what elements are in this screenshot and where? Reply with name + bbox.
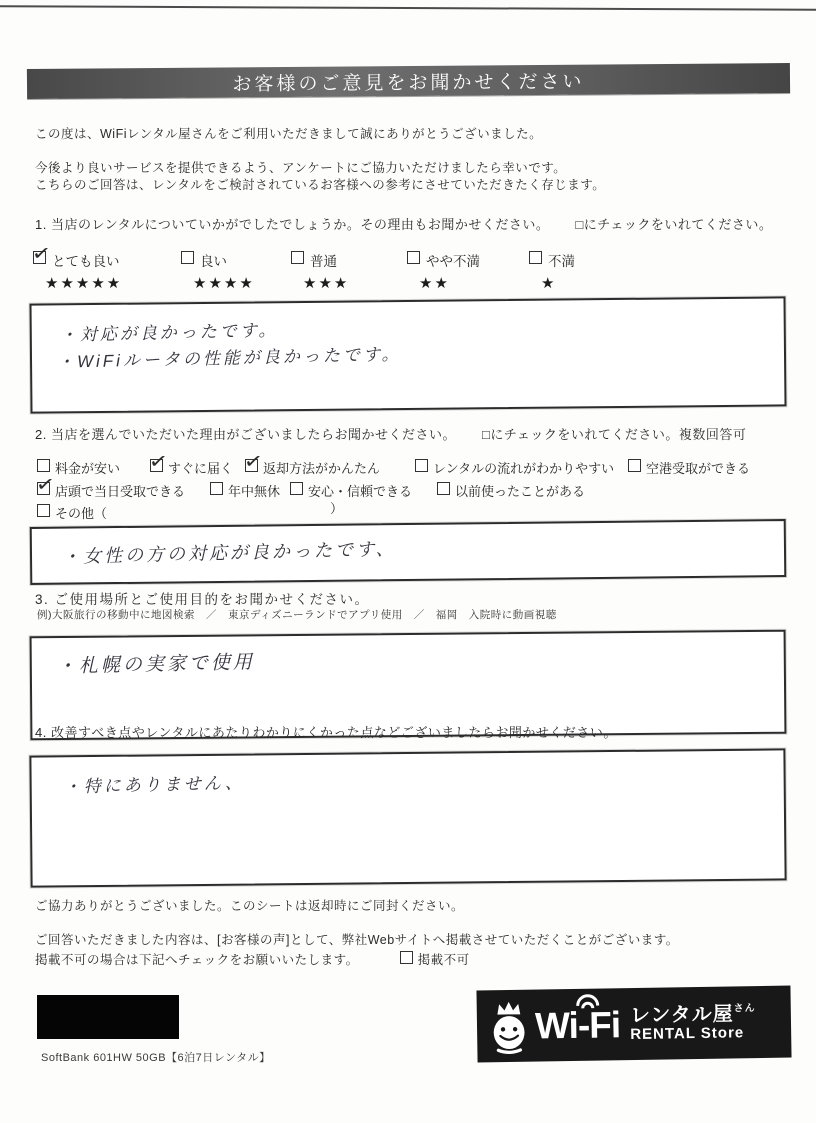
q2-checkbox-clear-process[interactable] bbox=[415, 459, 428, 472]
wifi-signal-icon bbox=[575, 993, 601, 1009]
q1-checkbox-normal[interactable] bbox=[291, 251, 304, 264]
q1-option-normal: 普通 ★★★ bbox=[291, 250, 349, 292]
footer-thanks: ご協力ありがとうございました。このシートは返却時にご同封ください。 bbox=[35, 899, 465, 913]
q2-option-used-before: 以前使ったことがある bbox=[437, 481, 585, 500]
no-publish-checkbox[interactable] bbox=[400, 951, 413, 964]
q2-checkbox-cheap[interactable] bbox=[37, 459, 50, 472]
q4-answer-box bbox=[29, 748, 786, 887]
q1-checkbox-dissatisfied[interactable] bbox=[529, 251, 542, 264]
stars-4: ★★★★ bbox=[193, 275, 255, 292]
q1-option-good: 良い ★★★★ bbox=[181, 250, 255, 292]
intro-line-1: この度は、WiFiレンタル屋さんをご利用いただきまして誠にありがとうございました。 bbox=[35, 127, 543, 141]
q1-option-somewhat-dissatisfied: やや不満 ★★ bbox=[407, 250, 480, 292]
q2-check-note: □にチェックをいれてください。複数回答可 bbox=[481, 427, 747, 442]
footer-notice-2: 掲載不可の場合は下記へチェックをお願いいたします。 掲載不可 bbox=[35, 950, 470, 968]
q1-checkbox-somewhat-dissatisfied[interactable] bbox=[407, 251, 420, 264]
brand-wordmark: Wi-Fi bbox=[534, 1003, 621, 1047]
q3-title: 3. ご使用場所とご使用目的をお聞かせください。 bbox=[35, 592, 370, 607]
brand-wrap bbox=[534, 1003, 621, 1047]
intro-line-2: 今後より良いサービスを提供できるよう、アンケートにご協力いただけましたら幸いです。 bbox=[35, 161, 567, 175]
logo-en-line: RENTAL Store bbox=[630, 1023, 745, 1043]
q2-checkbox-used-before[interactable] bbox=[437, 482, 450, 495]
q1-check-note: □にチェックをいれてください。 bbox=[575, 217, 773, 232]
q2-handwritten-line-1: ・女性の方の対応が良かったです、 bbox=[61, 538, 397, 567]
stars-2: ★★ bbox=[419, 275, 450, 292]
q2-checkbox-easy-return[interactable] bbox=[245, 459, 258, 472]
stars-3: ★★★ bbox=[303, 275, 350, 292]
q3-example: 例)大阪旅行の移動中に地図検索 ／ 東京ディズニーランドでアプリ使用 ／ 福岡 入院時に動画視聴 bbox=[37, 609, 557, 621]
q2-checkbox-same-day-pickup[interactable] bbox=[37, 482, 50, 495]
q2-checkbox-airport-pickup[interactable] bbox=[628, 459, 641, 472]
q2-option-trustworthy: 安心・信頼できる bbox=[290, 481, 412, 500]
no-publish-label: 掲載不可 bbox=[417, 953, 470, 967]
page-title: お客様のご意見をお聞かせください bbox=[232, 71, 585, 95]
wifi-rental-store-logo bbox=[476, 986, 791, 1063]
logo-text-block bbox=[630, 1004, 756, 1043]
q2-option-fast-delivery: ✓ すぐに届く bbox=[150, 458, 233, 477]
logo-jp-line: レンタル屋$^{さん}$ bbox=[629, 1002, 756, 1027]
stars-1: ★ bbox=[541, 275, 557, 292]
q2-checkbox-trustworthy[interactable] bbox=[290, 482, 303, 495]
q2-answer-box bbox=[30, 519, 787, 585]
q4-title: 4. 改善すべき点やレンタルにあたりわかりにくかった点などございましたらお聞かせください。 bbox=[35, 725, 617, 740]
q1-handwritten-line-2: ・WiFiルータの性能が良かったです。 bbox=[56, 344, 402, 372]
q1-option-very-good: ✓ とても良い ★★★★★ bbox=[33, 250, 122, 292]
q1-title: 1. 当店のレンタルについていかがでしたでしょうか。その理由もお聞かせください。 □にチェックをいれてください。 bbox=[35, 217, 773, 232]
q2-option-airport-pickup: 空港受取ができる bbox=[628, 458, 750, 477]
q2-option-open-everyday: 年中無休 bbox=[210, 481, 280, 500]
device-info: SoftBank 601HW 50GB【6泊7日レンタル】 bbox=[41, 1052, 271, 1064]
q2-option-other: その他（ bbox=[37, 503, 107, 522]
q2-checkbox-open-everyday[interactable] bbox=[210, 482, 223, 495]
q2-title: 2. 当店を選んでいただいた理由がございましたらお聞かせください。 □にチェックをいれてください。複数回答可 bbox=[35, 427, 747, 442]
q1-handwritten-line-1: ・対応が良かったです。 bbox=[59, 320, 279, 345]
q2-option-same-day-pickup: ✓ 店頭で当日受取できる bbox=[37, 481, 185, 500]
scan-artifact-line bbox=[0, 5, 816, 11]
redacted-black-box bbox=[37, 995, 179, 1039]
q2-option-easy-return: ✓ 返却方法がかんたん bbox=[245, 458, 380, 477]
q1-checkbox-good[interactable] bbox=[181, 251, 194, 264]
q1-answer-box bbox=[29, 296, 786, 413]
q1-option-dissatisfied: 不満 ★ bbox=[529, 250, 575, 292]
mascot-icon bbox=[487, 997, 532, 1056]
stars-5: ★★★★★ bbox=[45, 275, 123, 292]
header-bar bbox=[27, 63, 790, 99]
q2-option-clear-process: レンタルの流れがわかりやすい bbox=[415, 458, 614, 477]
q3-handwritten-line-1: ・札幌の実家で使用 bbox=[56, 651, 256, 678]
q1-checkbox-very-good[interactable] bbox=[33, 251, 46, 264]
q2-checkbox-fast-delivery[interactable] bbox=[150, 459, 163, 472]
q4-handwritten-line-1: ・特にありません、 bbox=[63, 773, 245, 797]
intro-line-3: こちらのご回答は、レンタルをご検討されているお客様への参考にさせていただきたく存じます。 bbox=[35, 178, 606, 192]
q2-checkbox-other[interactable] bbox=[37, 504, 50, 517]
q2-other-close-paren: ） bbox=[330, 501, 344, 516]
q2-option-cheap: 料金が安い bbox=[37, 458, 120, 477]
footer-notice-1: ご回答いただきました内容は、[お客様の声]として、弊社Webサイトへ掲載させていただくことがございます。 bbox=[35, 933, 679, 947]
